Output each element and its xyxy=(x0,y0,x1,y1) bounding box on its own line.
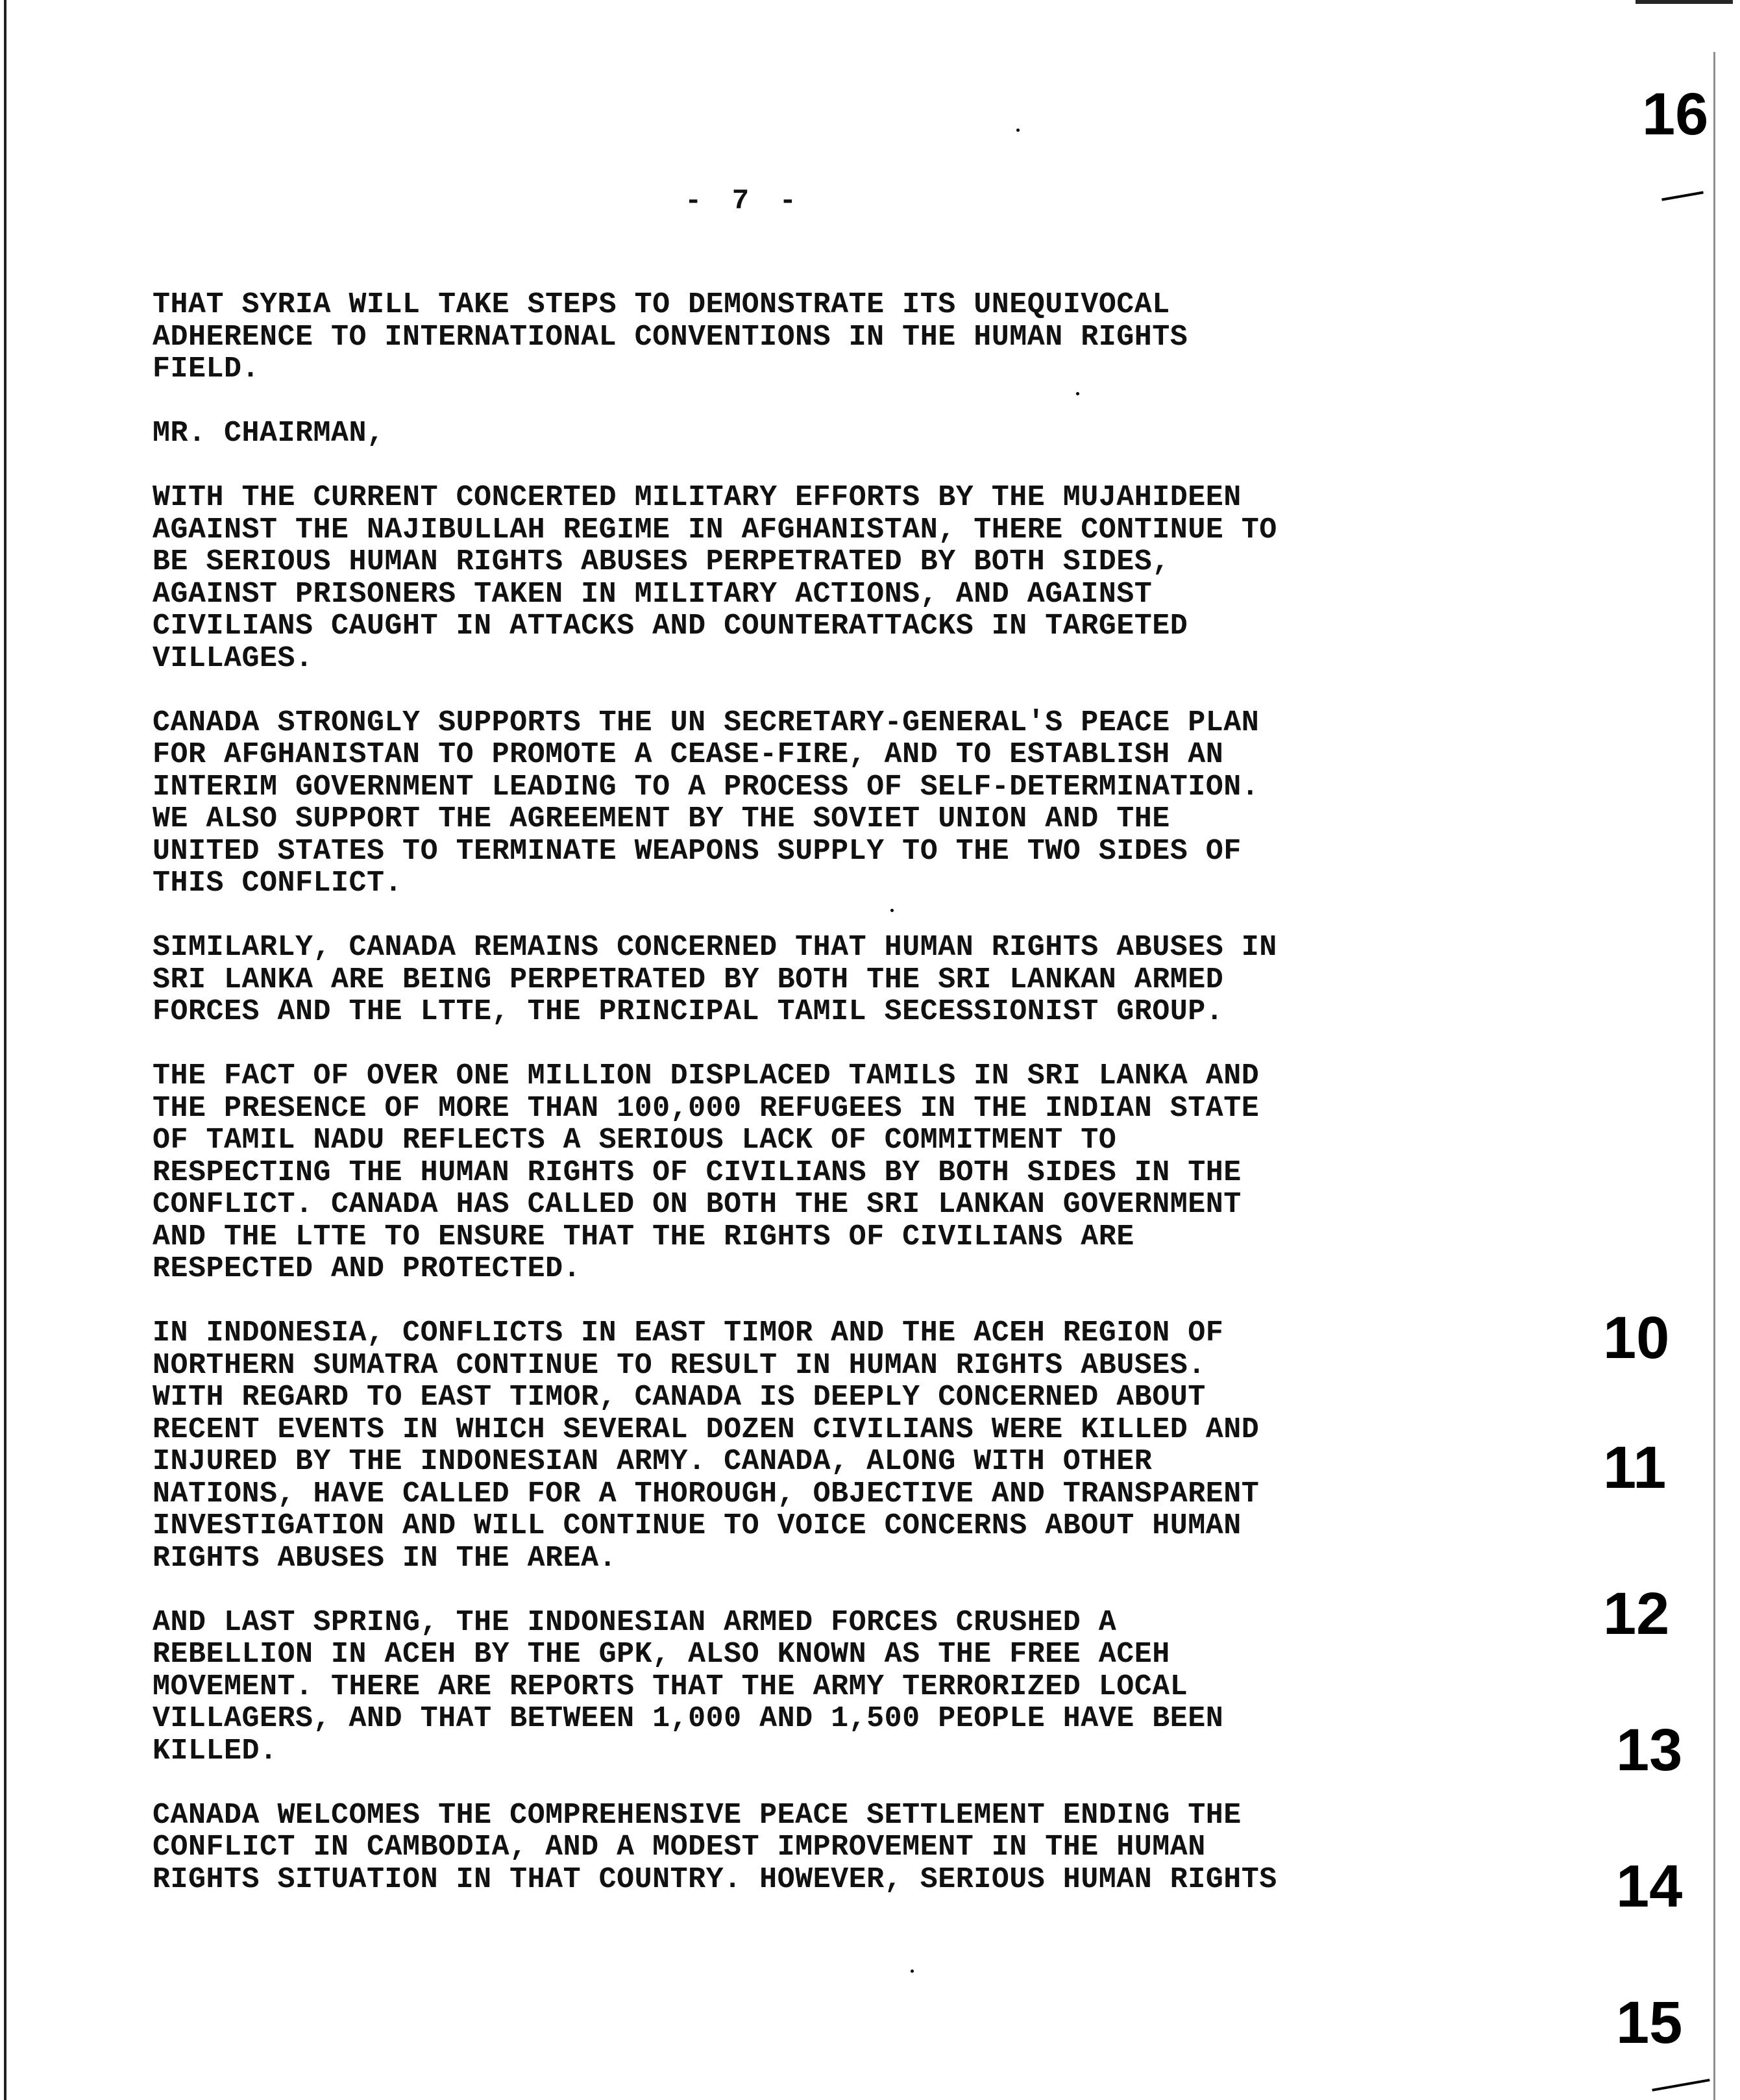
paragraph: CANADA STRONGLY SUPPORTS THE UN SECRETARY-GENERAL'S PEACE PLAN FOR AFGHANISTAN TO PROMOTE A CEASE-FIRE, AND TO ESTABLISH AN INTERIM GOVERNMENT LEADING TO A PROCESS OF SELF-DETERMINATION. WE ALSO SUPPORT THE AGREEMENT BY THE SOVIET UNION AND THE UNITED STATES TO TERMINATE WEAPONS SUPPLY TO THE TWO SIDES OF THIS CONFLICT. xyxy=(153,706,1260,900)
scan-mark-dot xyxy=(911,1970,914,1973)
scan-mark-tab-line xyxy=(1652,2079,1709,2092)
scan-mark-tab-line xyxy=(1661,191,1704,201)
paragraph: IN INDONESIA, CONFLICTS IN EAST TIMOR AND THE ACEH REGION OF NORTHERN SUMATRA CONTINUE TO RESULT IN HUMAN RIGHTS ABUSES. WITH REGARD TO EAST TIMOR, CANADA IS DEEPLY CONCERNED ABOUT RECENT EVENTS IN WHICH SEVERAL DOZEN CIVILIANS WERE KILLED AND INJURED BY THE INDONESIAN ARMY. CANADA, ALONG WITH OTHER NATIONS, HAVE CALLED FOR A THOROUGH, OBJECTIVE AND TRANSPARENT INVESTIGATION AND WILL CONTINUE TO VOICE CONCERNS ABOUT HUMAN RIGHTS ABUSES IN THE AREA. xyxy=(153,1316,1260,1575)
tab-number: 10 xyxy=(1603,1305,1670,1371)
scan-left-edge xyxy=(4,0,6,2100)
paragraph: AND LAST SPRING, THE INDONESIAN ARMED FORCES CRUSHED A REBELLION IN ACEH BY THE GPK, ALSO KNOWN AS THE FREE ACEH MOVEMENT. THERE ARE REPORTS THAT THE ARMY TERRORIZED LOCAL VILLAGERS, AND THAT BETWEEN 1,000 AND 1,500 PEOPLE HAVE BEEN KILLED. xyxy=(153,1605,1224,1768)
document-body xyxy=(153,289,1451,1928)
paragraph: WITH THE CURRENT CONCERTED MILITARY EFFORTS BY THE MUJAHIDEEN AGAINST THE NAJIBULLAH REGIME IN AFGHANISTAN, THERE CONTINUE TO BE SERIOUS HUMAN RIGHTS ABUSES PERPETRATED BY BOTH SIDES, AGAINST PRISONERS TAKEN IN MILITARY ACTIONS, AND AGAINST CIVILIANS CAUGHT IN ATTACKS AND COUNTERATTACKS IN TARGETED VILLAGES. xyxy=(153,481,1277,675)
tab-number: 16 xyxy=(1642,81,1709,147)
scan-mark-dot xyxy=(1016,129,1020,132)
scan-right-edge xyxy=(1713,52,1715,2100)
tab-number: 15 xyxy=(1616,1990,1683,2056)
tab-number: 13 xyxy=(1616,1717,1683,1783)
page-number: - 7 - xyxy=(685,185,803,217)
paragraph: CANADA WELCOMES THE COMPREHENSIVE PEACE SETTLEMENT ENDING THE CONFLICT IN CAMBODIA, AND A MODEST IMPROVEMENT IN THE HUMAN RIGHTS SITUATION IN THAT COUNTRY. HOWEVER, SERIOUS HUMAN RIGHTS xyxy=(153,1798,1277,1896)
paragraph: SIMILARLY, CANADA REMAINS CONCERNED THAT HUMAN RIGHTS ABUSES IN SRI LANKA ARE BEING PERPETRATED BY BOTH THE SRI LANKAN ARMED FORCES AND THE LTTE, THE PRINCIPAL TAMIL SECESSIONIST GROUP. xyxy=(153,931,1277,1028)
tab-number: 14 xyxy=(1616,1853,1683,1920)
tab-number: 11 xyxy=(1603,1435,1667,1501)
scan-mark-top-right xyxy=(1636,0,1733,4)
paragraph: MR. CHAIRMAN, xyxy=(153,417,385,450)
paragraph: THE FACT OF OVER ONE MILLION DISPLACED TAMILS IN SRI LANKA AND THE PRESENCE OF MORE THAN 100,000 REFUGEES IN THE INDIAN STATE OF TAMIL NADU REFLECTS A SERIOUS LACK OF COMMITMENT TO RESPECTING THE HUMAN RIGHTS OF CIVILIANS BY BOTH SIDES IN THE CONFLICT. CANADA HAS CALLED ON BOTH THE SRI LANKAN GOVERNMENT AND THE LTTE TO ENSURE THAT THE RIGHTS OF CIVILIANS ARE RESPECTED AND PROTECTED. xyxy=(153,1059,1260,1285)
tab-number: 12 xyxy=(1603,1581,1670,1647)
paragraph: THAT SYRIA WILL TAKE STEPS TO DEMONSTRATE ITS UNEQUIVOCAL ADHERENCE TO INTERNATIONAL CONVENTIONS IN THE HUMAN RIGHTS FIELD. xyxy=(153,288,1188,386)
